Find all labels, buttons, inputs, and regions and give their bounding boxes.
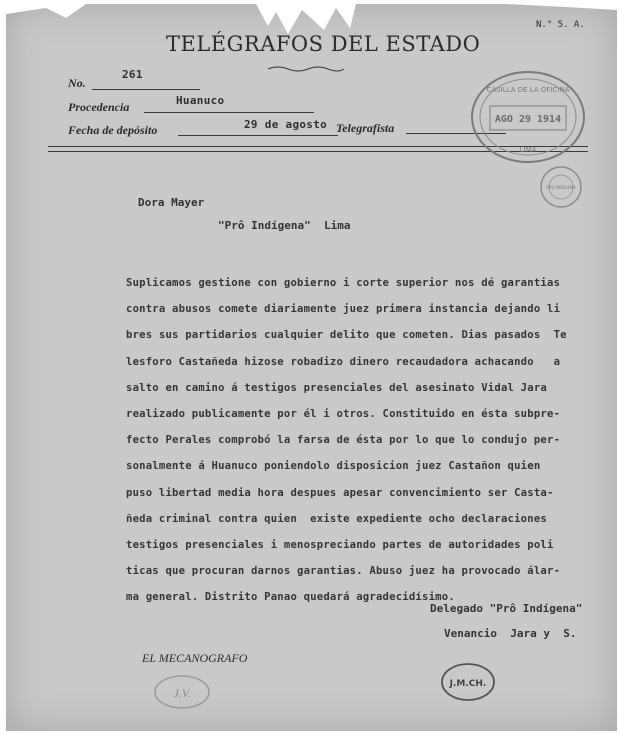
body-line: ñeda criminal contra quien existe expediente ocho declaraciones [126,512,547,525]
procedencia-value: Huanuco [176,94,225,107]
body-line: puso libertad media hora despues apesar convencimiento ser Casta- [126,486,554,499]
telegram-sheet [6,4,617,731]
procedencia-line [144,112,314,113]
title-flourish [266,65,346,73]
form-number: N.° 5. A. [536,20,585,30]
no-label: No. [68,76,86,90]
initials-stamp-right [438,660,498,704]
body-line: contra abusos comete diariamente juez primera instancia dejando li [126,303,561,316]
body-line: Suplicamos gestione con gobierno i corte superior nos dé garantias [126,277,561,289]
body-line: salto en camino á testigos presenciales del asesinato Vidal Jara [126,381,547,394]
fecha-label: Fecha de depósito [68,123,158,137]
signature-title: Delegado "Prô Indígena" [430,602,583,615]
document-title: TELÉGRAFOS DEL ESTADO [166,32,481,56]
body-line: lesforo Castañeda hizose robadizo dinero recaudadora achacando a [126,355,561,368]
telegrafista-label: Telegrafista [336,121,395,135]
no-line [92,89,200,90]
signature-name: Venancio Jara y S. [444,627,577,640]
body-line: testigos presenciales i menospreciando partes de autoridades poli [126,538,554,551]
stamp-top-text: CASILLA DE LA OFICINA [486,86,570,94]
recipient-name: Dora Mayer [138,196,205,209]
body-line: realizado publicamente por él i otros. Constituido en ésta subpre- [126,407,561,420]
fecha-value: 29 de agosto [244,118,328,131]
fecha-line [178,135,338,136]
seal-text: PRO INDIGENA [546,185,576,190]
message-body [126,270,621,610]
mecanografo-label: EL MECANOGRAFO [142,651,248,665]
no-value: 261 [122,68,143,81]
body-line: bres sus partidarios cualquier delito que cometen. Dias pasados Te [126,329,567,342]
initials-left-text: J.V. [173,686,191,700]
stamp-bottom-text: LIMA [519,146,537,154]
postal-stamp [468,68,588,166]
recipient-org: "Prô Indígena" Lima [218,219,351,232]
initials-stamp-left [152,672,212,712]
body-line: sonalmente á Huanuco poniendolo disposicion juez Castañon quien [126,460,541,473]
initials-right-text: J.M.CH. [449,679,487,689]
body-line: ma general. Distrito Panao quedará agradecidísimo. [126,591,455,604]
body-line: fecto Perales comprobó la farsa de ésta por lo que lo condujo per- [126,434,561,447]
stamp-date: AGO 29 1914 [494,114,562,125]
pro-indigena-seal [538,164,584,210]
procedencia-label: Procedencia [68,100,130,114]
body-line: ticas que procuran darnos garantias. Abuso juez ha provocado álar- [126,565,561,578]
